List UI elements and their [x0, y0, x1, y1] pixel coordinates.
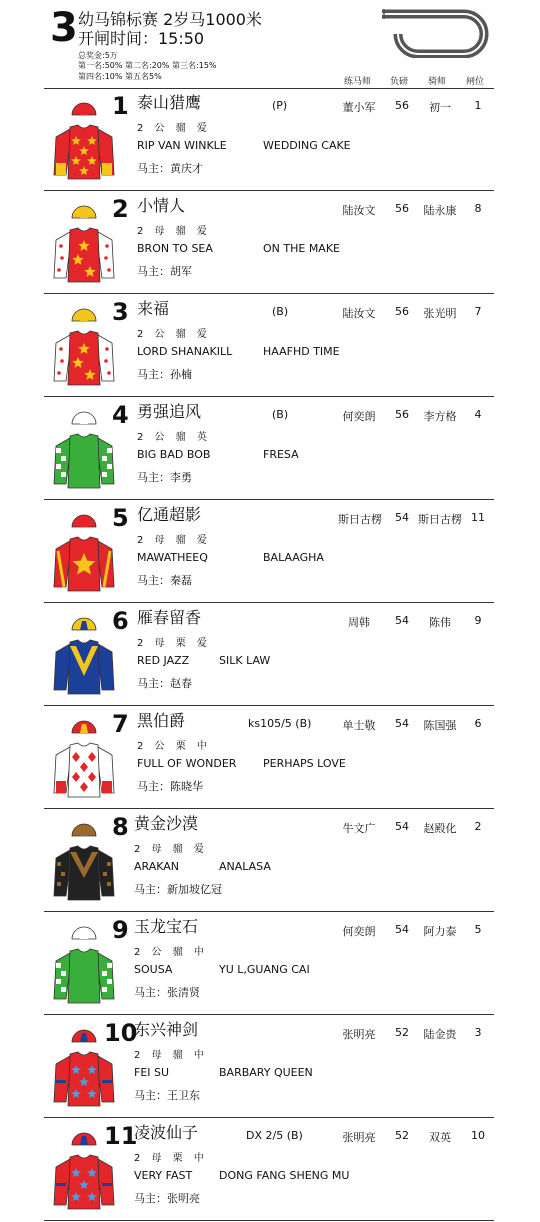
entry-row [0, 501, 540, 604]
trainer: 周韩 [348, 616, 370, 629]
track-diagram-icon [378, 8, 494, 58]
weight: 54 [395, 614, 409, 627]
weight: 52 [395, 1026, 409, 1039]
entry-row [0, 810, 540, 913]
horse-number: 6 [112, 607, 129, 635]
sire: FULL OF WONDER [137, 757, 237, 770]
gate: 1 [474, 99, 482, 112]
gate: 7 [474, 305, 482, 318]
jockey: 双英 [429, 1131, 451, 1144]
horse-name: 小情人 [137, 196, 186, 215]
col-trainer: 练马师 [344, 77, 372, 87]
sire: MAWATHEEQ [137, 551, 208, 564]
horse-number: 2 [112, 195, 129, 223]
weight: 56 [395, 202, 409, 215]
horse-name: 勇强追风 [137, 402, 202, 421]
divider [44, 1117, 494, 1118]
race-number: 3 [50, 5, 78, 51]
gate: 8 [474, 202, 482, 215]
horse-number: 9 [112, 916, 129, 944]
jockey-silk-icon [48, 301, 120, 391]
jockey: 李方格 [423, 410, 457, 423]
owner: 马主：孙楠 [137, 368, 192, 381]
divider [44, 808, 494, 809]
owner: 马主：秦磊 [137, 574, 192, 587]
jockey-silk-icon [48, 95, 120, 185]
horse-info: 2 母 骝 爱 [137, 226, 211, 237]
horse-info: 2 母 骝 爱 [134, 844, 208, 855]
trainer: 何奕朗 [342, 925, 376, 938]
jockey-silk-icon [48, 919, 120, 1009]
weight: 54 [395, 923, 409, 936]
horse-info: 2 母 栗 爱 [137, 638, 211, 649]
trainer: 陆汝文 [342, 204, 376, 217]
equipment-tag: ks105/5 (B) [248, 717, 312, 730]
divider [44, 705, 494, 706]
sire: FEI SU [134, 1066, 170, 1079]
entry-row [0, 1119, 540, 1222]
owner: 马主：陈晓华 [137, 780, 203, 793]
horse-number: 1 [112, 92, 129, 120]
divider [44, 499, 494, 500]
entry-row [0, 707, 540, 810]
horse-name: 凌波仙子 [134, 1123, 199, 1142]
gate: 3 [474, 1026, 482, 1039]
jockey: 赵殿化 [423, 822, 457, 835]
trainer: 董小军 [342, 101, 376, 114]
equipment-tag: (P) [272, 99, 288, 112]
horse-info: 2 公 栗 中 [137, 741, 211, 752]
horse-number: 5 [112, 504, 129, 532]
dam: DONG FANG SHENG MU [219, 1169, 350, 1182]
jockey-silk-icon [48, 816, 120, 906]
dam: ANALASA [219, 860, 271, 873]
trainer: 张明亮 [342, 1028, 376, 1041]
jockey: 张光明 [423, 307, 457, 320]
owner: 马主：李勇 [137, 471, 192, 484]
gate: 4 [474, 408, 482, 421]
divider [44, 293, 494, 294]
jockey: 陈国强 [423, 719, 457, 732]
dam: WEDDING CAKE [263, 139, 351, 152]
trainer: 斯日古楞 [338, 513, 382, 526]
entry-row [0, 604, 540, 707]
race-header [0, 0, 540, 90]
jockey: 陈伟 [429, 616, 451, 629]
horse-name: 雁春留香 [137, 608, 202, 627]
dam: BALAAGHA [263, 551, 324, 564]
gate: 5 [474, 923, 482, 936]
horse-name: 泰山猎鹰 [137, 93, 202, 112]
prize-line-2: 第四名:10% 第五名5% [78, 72, 162, 81]
dam: ON THE MAKE [263, 242, 340, 255]
entry-row [0, 89, 540, 192]
horse-info: 2 公 骝 爱 [137, 123, 211, 134]
trainer: 陆汝文 [342, 307, 376, 320]
jockey: 初一 [429, 101, 451, 114]
jockey-silk-icon [48, 404, 120, 494]
owner: 马主：胡军 [137, 265, 192, 278]
horse-info: 2 母 栗 中 [134, 1153, 208, 1164]
dam: SILK LAW [219, 654, 271, 667]
weight: 56 [395, 408, 409, 421]
horse-number: 11 [104, 1122, 138, 1150]
col-gate: 闸位 [466, 77, 485, 87]
sire: VERY FAST [134, 1169, 193, 1182]
gate: 9 [474, 614, 482, 627]
dam: HAAFHD TIME [263, 345, 340, 358]
horse-name: 黑伯爵 [137, 711, 186, 730]
dam: FRESA [263, 448, 299, 461]
entry-row [0, 913, 540, 1016]
horse-info: 2 公 骝 爱 [137, 329, 211, 340]
divider [44, 1014, 494, 1015]
dam: YU L,GUANG CAI [219, 963, 310, 976]
entry-row [0, 398, 540, 501]
horse-info: 2 公 骝 英 [137, 432, 211, 443]
divider [44, 190, 494, 191]
weight: 52 [395, 1129, 409, 1142]
weight: 54 [395, 820, 409, 833]
entry-row [0, 1016, 540, 1119]
horse-info: 2 公 骝 中 [134, 947, 208, 958]
divider [44, 911, 494, 912]
trainer: 何奕朗 [342, 410, 376, 423]
horse-number: 4 [112, 401, 129, 429]
trainer: 单士敬 [342, 719, 376, 732]
prize-total: 总奖金:5万 [78, 51, 118, 60]
jockey: 阿力泰 [423, 925, 457, 938]
jockey-silk-icon [48, 507, 120, 597]
entry-row [0, 192, 540, 295]
divider [44, 396, 494, 397]
race-title: 幼马锦标赛 2岁马1000米 [78, 10, 262, 29]
jockey-silk-icon [48, 610, 120, 700]
divider [44, 602, 494, 603]
sire: BIG BAD BOB [137, 448, 211, 461]
entry-row [0, 295, 540, 398]
equipment-tag: DX 2/5 (B) [246, 1129, 303, 1142]
owner: 马主：新加坡亿冠 [134, 883, 222, 896]
horse-name: 东兴神剑 [134, 1020, 199, 1039]
horse-name: 亿通超影 [137, 505, 202, 524]
jockey: 陆永康 [423, 204, 457, 217]
divider [44, 1220, 494, 1221]
owner: 马主：黄庆才 [137, 162, 203, 175]
weight: 56 [395, 305, 409, 318]
jockey-silk-icon [48, 198, 120, 288]
owner: 马主：张清贤 [134, 986, 200, 999]
sire: ARAKAN [134, 860, 180, 873]
col-weight: 负磅 [390, 77, 409, 87]
col-jockey: 骑师 [428, 77, 447, 87]
owner: 马主：王卫东 [134, 1089, 200, 1102]
jockey-silk-icon [48, 713, 120, 803]
equipment-tag: (B) [272, 408, 289, 421]
sire: BRON TO SEA [137, 242, 213, 255]
sire: RED JAZZ [137, 654, 190, 667]
dam: PERHAPS LOVE [263, 757, 346, 770]
gate: 2 [474, 820, 482, 833]
owner: 马主：赵春 [137, 677, 192, 690]
dam: BARBARY QUEEN [219, 1066, 313, 1079]
horse-number: 7 [112, 710, 129, 738]
horse-number: 8 [112, 813, 129, 841]
trainer: 牛文广 [342, 822, 376, 835]
horse-name: 来福 [137, 299, 170, 318]
horse-info: 2 母 骝 中 [134, 1050, 208, 1061]
jockey: 陆金贵 [423, 1028, 457, 1041]
weight: 54 [395, 511, 409, 524]
horse-number: 10 [104, 1019, 138, 1047]
jockey: 斯日古楞 [418, 513, 462, 526]
sire: RIP VAN WINKLE [137, 139, 227, 152]
sire: SOUSA [134, 963, 173, 976]
equipment-tag: (B) [272, 305, 289, 318]
trainer: 张明亮 [342, 1131, 376, 1144]
owner: 马主：张明亮 [134, 1192, 200, 1205]
prize-line-1: 第一名:50% 第二名:20% 第三名:15% [78, 61, 217, 70]
horse-info: 2 母 骝 爱 [137, 535, 211, 546]
gate: 11 [471, 511, 485, 524]
horse-name: 黄金沙漠 [134, 814, 199, 833]
weight: 54 [395, 717, 409, 730]
weight: 56 [395, 99, 409, 112]
gate: 6 [474, 717, 482, 730]
gate: 10 [471, 1129, 485, 1142]
horse-number: 3 [112, 298, 129, 326]
horse-name: 玉龙宝石 [134, 917, 199, 936]
sire: LORD SHANAKILL [137, 345, 233, 358]
race-time: 开闸时间：15:50 [78, 29, 205, 48]
